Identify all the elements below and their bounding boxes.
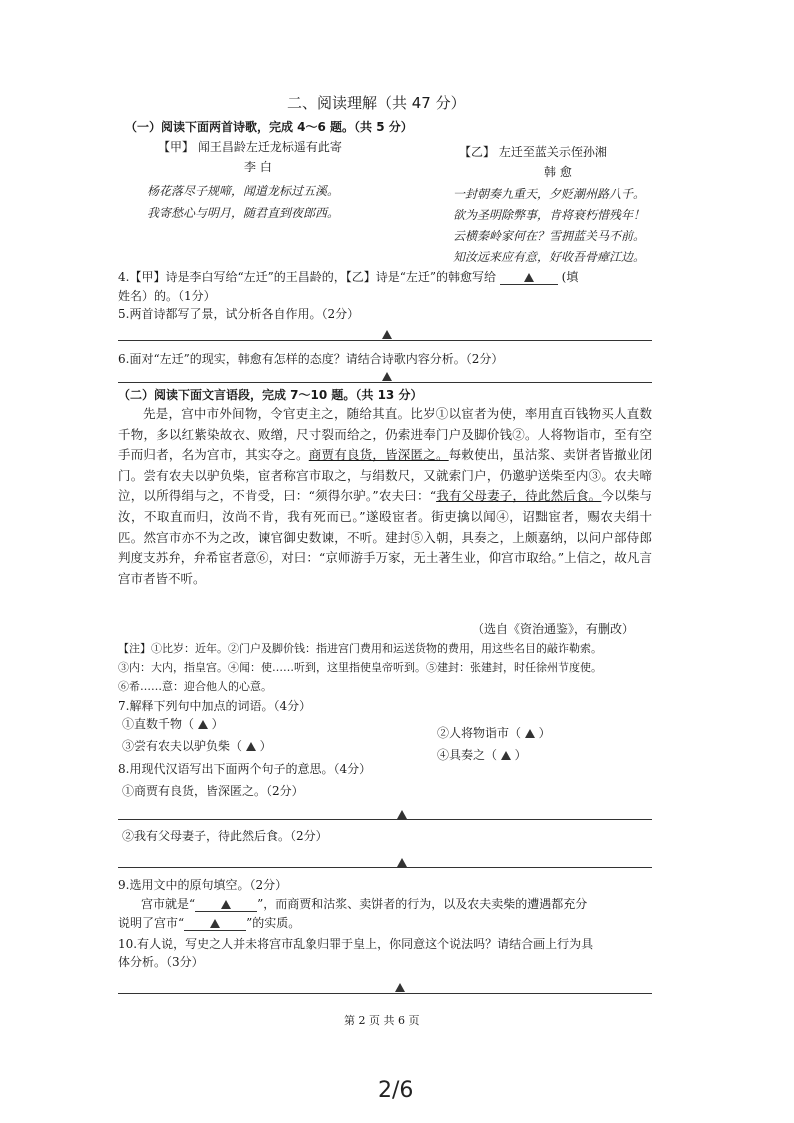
poem-a-author: 李 白: [244, 160, 272, 174]
triangle-icon: [397, 858, 407, 867]
note-line: ⑥希……意：迎合他人的心意。: [118, 680, 272, 693]
question-7-item: ①直数千物（ ）: [122, 717, 224, 731]
page-footer: 第 2 页 共 6 页: [344, 1014, 420, 1027]
question-8-item: ①商贾有良货，皆深匿之。（2分）: [122, 784, 304, 798]
question-9-line-1: [141, 895, 587, 912]
passage-text: 先是，宫中市外间物，令官吏主之，随给其直。比岁①以宦者为使，率用直百钱物买人直数千物，多以红紫染故衣、败缯，尺寸裂而给之，仍索进奉门户及脚价钱②。人将物诣市，至有空手而归者，名为宫市，其实夺之。: [118, 406, 652, 463]
answer-line-5[interactable]: [118, 340, 652, 341]
part2-heading: （二）阅读下面文言语段，完成 7～10 题。（共 13 分）: [118, 388, 423, 402]
triangle-icon: [382, 372, 392, 381]
poem-a-name: 闻王昌龄左迁龙标遥有此寄: [197, 140, 342, 154]
question-4-cont: 姓名）的。（1分）: [118, 289, 216, 303]
question-8: 8.用现代汉语写出下面两个句子的意思。（4分）: [118, 762, 372, 776]
answer-line-10[interactable]: [118, 993, 652, 994]
question-7-item: ④具奏之（ ）: [437, 748, 527, 762]
triangle-icon: [382, 330, 392, 339]
item-text: ③尝有农夫以驴负柴（: [122, 739, 243, 753]
passage-source: （选自《资治通鉴》，有删改）: [472, 622, 635, 636]
page-indicator: 2/6: [378, 1078, 414, 1103]
poem-b-line: 欲为圣明除弊事，肯将衰朽惜残年！: [453, 208, 646, 222]
passage-text: 今以柴与汝，不取直而归，汝尚不肯，我有死而已。”遂殴宦者。街吏擒以闻④，诏黜宦者，赐农夫绢十匹。然宫市亦不为之改，谏官御史数谏，不听。建封⑤入朝，具奏之，上颇嘉纳，以问户部侍郎判度支苏弁，弁希宦者意⑥，对曰：“京师游手万家，无土著生业，仰宫市取给。”上信之，故凡言宫市者皆不听。: [118, 488, 652, 586]
poem-b-author: 韩 愈: [544, 165, 572, 179]
answer-line-6[interactable]: [118, 382, 652, 383]
poem-b-line: 一封朝奏九重天，夕贬潮州路八千。: [453, 187, 646, 201]
triangle-icon: [210, 919, 220, 928]
poem-a-title: [158, 138, 342, 155]
poem-b-name: 左迁至蓝关示侄孙湘: [498, 145, 607, 159]
poem-a-line: 杨花落尽子规啼，闻道龙标过五溪。: [147, 184, 340, 198]
part1-heading: （一）阅读下面两首诗歌，完成 4～6 题。（共 5 分）: [125, 120, 413, 134]
question-9: 9.选用文中的原句填空。（2分）: [118, 878, 288, 892]
passage-underlined-2: 我有父母妻子，待此然后食。: [436, 488, 602, 504]
question-7-item: ②人将物诣市（ ）: [437, 726, 551, 740]
question-4-fill: (填: [561, 270, 579, 284]
triangle-icon: [397, 810, 407, 819]
question-10-cont: 体分析。（3分）: [118, 955, 204, 969]
triangle-icon: [246, 742, 256, 751]
answer-blank-4[interactable]: [500, 270, 558, 285]
question-4-text: 4.【甲】诗是李白写给“左迁”的王昌龄的，【乙】诗是“左迁”的韩愈写给: [118, 270, 496, 284]
poem-b-title: [459, 143, 607, 160]
note-line: 【注】①比岁：近年。②门户及脚价钱：指进宫门费用和运送货物的费用，用这些名目的敲诈勒索。: [118, 642, 602, 655]
question-4: [118, 268, 578, 285]
q9-text: 宫市就是“: [141, 897, 196, 911]
triangle-icon: [198, 720, 208, 729]
question-7-item: ③尝有农夫以驴负柴（ ）: [122, 739, 272, 753]
item-text: ④具奏之（: [437, 748, 498, 762]
answer-blank-9-1[interactable]: [195, 897, 257, 912]
classical-passage: [118, 404, 652, 589]
passage-text: 每敕使出，虽沽浆、卖饼者皆撤业闭门。尝有农夫以驴负柴，宦者称宫市取之，与绢数尺，又就索门户，仍邀驴送柴至内③。农夫啼泣，以所得绢与之，不肯受，曰：“须得尔驴。”农夫曰：“: [118, 447, 652, 504]
question-9-line-2: [118, 914, 300, 931]
question-8-item: ②我有父母妻子，待此然后食。（2分）: [122, 829, 328, 843]
triangle-icon: [501, 751, 511, 760]
passage-underlined-1: 商贾有良货，皆深匿之。: [308, 447, 449, 463]
q9-text: ”，而商贾和沽浆、卖饼者的行为，以及农夫卖柴的遭遇都充分: [257, 897, 588, 911]
section-title: 二、阅读理解（共 47 分）: [287, 94, 466, 112]
triangle-icon: [524, 273, 534, 282]
item-text: ①直数千物（: [122, 717, 195, 731]
item-text: ②人将物诣市（: [437, 726, 522, 740]
note-line: ③内：大内，指皇宫。④闻：使……听到，这里指使皇帝听到。⑤建封：张建封，时任徐州节度使。: [118, 661, 602, 674]
question-7: 7.解释下列句中加点的词语。（4分）: [118, 699, 312, 713]
question-10: 10.有人说，写史之人并未将宫市乱象归罪于皇上，你同意这个说法吗？请结合画上行为具: [118, 937, 594, 951]
poem-a-label: 【甲】: [158, 140, 195, 154]
poem-b-line: 知汝远来应有意，好收吾骨瘴江边。: [453, 250, 646, 264]
q9-text: ”的实质。: [246, 916, 301, 930]
answer-line-8-1[interactable]: [118, 819, 652, 820]
poem-a-line: 我寄愁心与明月，随君直到夜郎西。: [147, 206, 340, 220]
triangle-icon: [221, 900, 231, 909]
poem-b-label: 【乙】: [459, 145, 496, 159]
triangle-icon: [395, 983, 405, 992]
q9-text: 说明了宫市“: [118, 916, 185, 930]
answer-blank-9-2[interactable]: [184, 916, 246, 931]
answer-line-8-2[interactable]: [118, 867, 652, 868]
poem-b-line: 云横秦岭家何在？雪拥蓝关马不前。: [453, 229, 646, 243]
question-6: 6.面对“左迁”的现实，韩愈有怎样的态度？请结合诗歌内容分析。（2分）: [118, 352, 504, 366]
question-5: 5.两首诗都写了景，试分析各自作用。（2分）: [118, 307, 360, 321]
triangle-icon: [525, 729, 535, 738]
